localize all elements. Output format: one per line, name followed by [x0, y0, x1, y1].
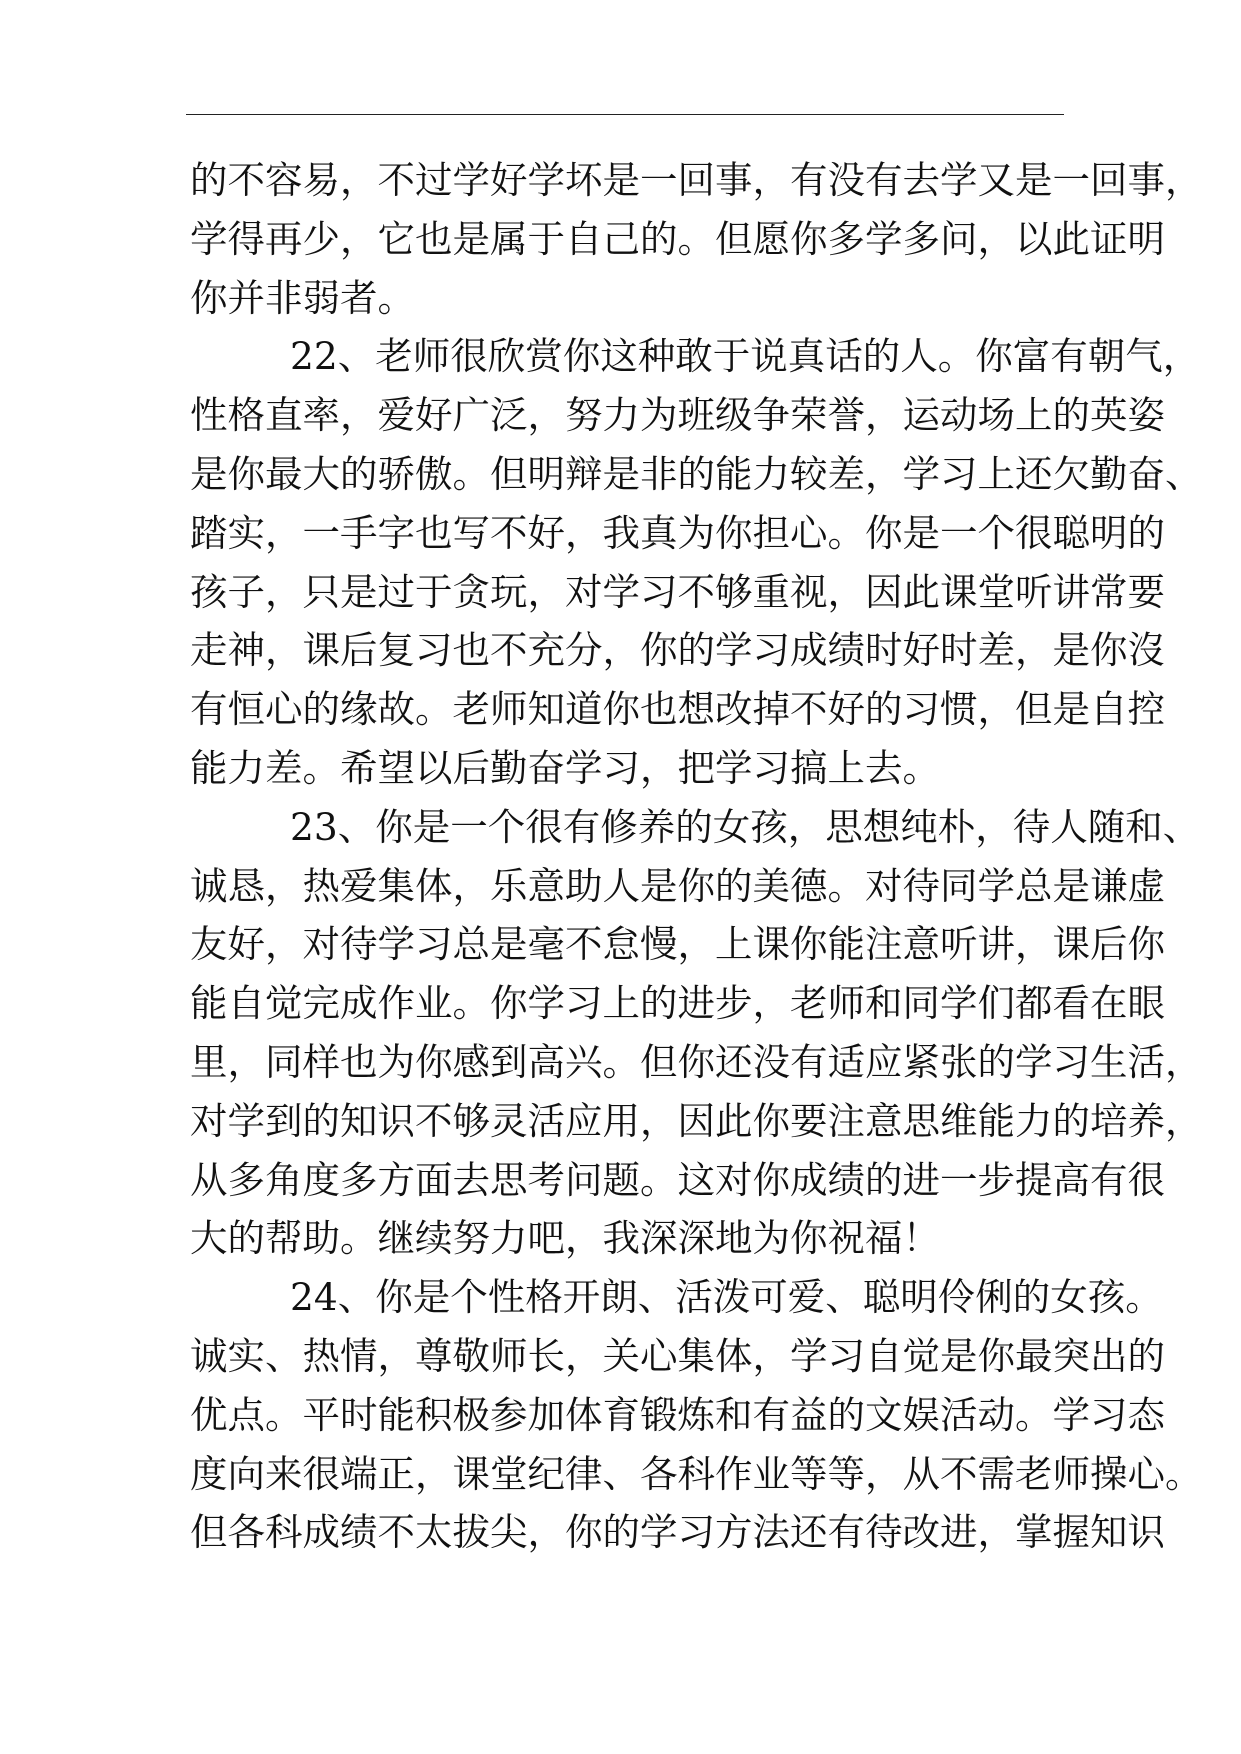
paragraph	[190, 1268, 1203, 1562]
text-line: 诚实、热情，尊敬师长，关心集体，学习自觉是你最突出的	[190, 1333, 1165, 1378]
text-line: 里，同样也为你感到高兴。但你还没有适应紧张的学习生活，	[190, 1039, 1203, 1084]
text-line: 度向来很端正，课堂纪律、各科作业等等，从不需老师操心。	[190, 1451, 1203, 1496]
text-line: 但各科成绩不太拔尖，你的学习方法还有待改进，掌握知识	[190, 1510, 1165, 1555]
paragraph	[190, 798, 1203, 1268]
text-line: 有恒心的缘故。老师知道你也想改掉不好的习惯，但是自控	[190, 687, 1165, 732]
text-line: 优点。平时能积极参加体育锻炼和有益的文娱活动。学习态	[190, 1392, 1165, 1437]
body-text	[190, 151, 1203, 1562]
text-line: 你并非弱者。	[190, 275, 415, 320]
text-line: 性格直率，爱好广泛，努力为班级争荣誉，运动场上的英姿	[190, 393, 1165, 438]
text-line: 走神，课后复习也不充分，你的学习成绩时好时差，是你沒	[190, 628, 1165, 673]
text-line: 是你最大的骄傲。但明辩是非的能力较差，学习上还欠勤奋、	[190, 451, 1203, 496]
text-line: 踏实，一手字也写不好，我真为你担心。你是一个很聪明的	[190, 510, 1165, 555]
paragraph	[190, 327, 1203, 797]
text-line: 从多角度多方面去思考问题。这对你成绩的进一步提高有很	[190, 1157, 1165, 1202]
text-line: 对学到的知识不够灵活应用，因此你要注意思维能力的培养，	[190, 1098, 1203, 1143]
text-line: 22、老师很欣赏你这种敢于说真话的人。你富有朝气，	[290, 334, 1201, 379]
text-line: 23、你是一个很有修养的女孩，思想纯朴，待人随和、	[290, 804, 1201, 849]
header-rule	[186, 114, 1064, 115]
text-line: 能自觉完成作业。你学习上的进步，老师和同学们都看在眼	[190, 981, 1165, 1026]
text-line: 24、你是个性格开朗、活泼可爱、聪明伶俐的女孩。	[290, 1275, 1163, 1320]
paragraph	[190, 151, 1203, 327]
text-line: 孩子，只是过于贪玩，对学习不够重视，因此课堂听讲常要	[190, 569, 1165, 614]
text-line: 学得再少，它也是属于自己的。但愿你多学多问，以此证明	[190, 216, 1165, 261]
text-line: 大的帮助。继续努力吧，我深深地为你祝福！	[190, 1216, 940, 1261]
text-line: 诚恳，热爱集体，乐意助人是你的美德。对待同学总是谦虚	[190, 863, 1165, 908]
text-line: 能力差。希望以后勤奋学习，把学习搞上去。	[190, 745, 940, 790]
text-line: 友好，对待学习总是毫不怠慢，上课你能注意听讲，课后你	[190, 922, 1165, 967]
text-line: 的不容易，不过学好学坏是一回事，有没有去学又是一回事，	[190, 158, 1203, 202]
